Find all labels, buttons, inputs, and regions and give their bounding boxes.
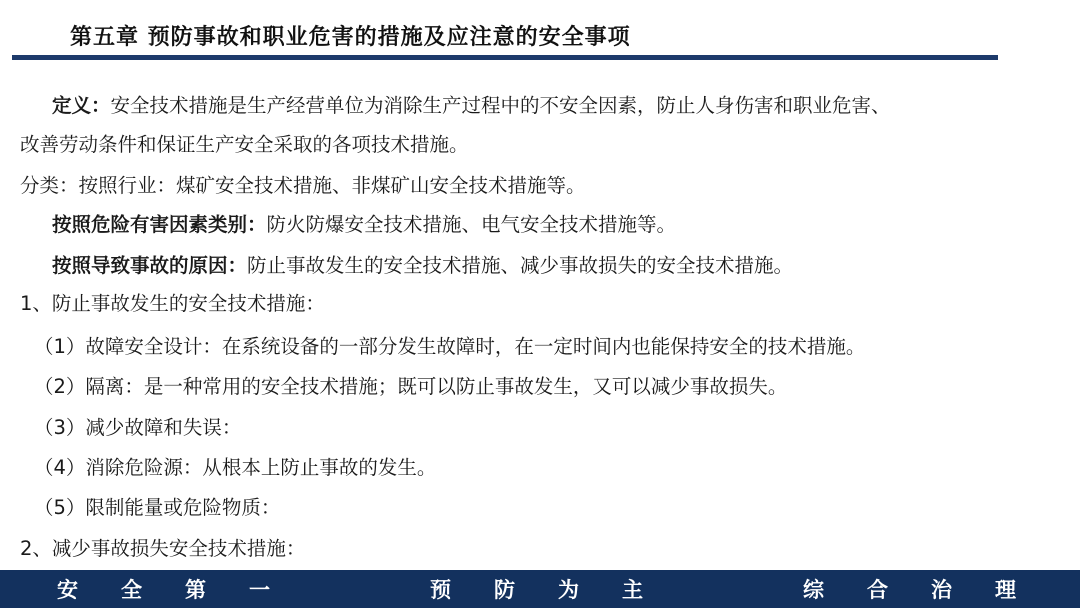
hazard-category-text: 防火防爆安全技术措施、电气安全技术措施等。 (266, 213, 677, 236)
section-1-title: 1、防止事故发生的安全技术措施： (20, 292, 325, 315)
definition-label: 定义： (52, 94, 111, 117)
accident-cause-label: 按照导致事故的原因： (52, 254, 248, 277)
slogan-char: 第 (185, 578, 206, 602)
accident-cause-text: 防止事故发生的安全技术措施、减少事故损失的安全技术措施。 (247, 254, 794, 277)
slogan-char: 合 (867, 578, 888, 602)
definition-line (52, 92, 891, 120)
definition-text: 安全技术措施是生产经营单位为消除生产过程中的不安全因素，防止人身伤害和职业危害、 (110, 94, 891, 117)
section-1-item: （4）消除危险源：从根本上防止事故的发生。 (34, 456, 437, 479)
section-2-title: 2、减少事故损失安全技术措施： (20, 537, 306, 560)
section-1-item: （5）限制能量或危险物质： (34, 496, 281, 519)
chapter-title: 第五章 预防事故和职业危害的措施及应注意的安全事项 (70, 25, 631, 50)
slogan-prevention-first (430, 570, 686, 608)
section-1-item: （2）隔离：是一种常用的安全技术措施；既可以防止事故发生，又可以减少事故损失。 (34, 375, 788, 398)
slogan-char: 安 (57, 578, 78, 602)
slogan-comprehensive-management (803, 570, 1059, 608)
slogan-char: 理 (995, 578, 1016, 602)
slogan-char: 治 (931, 578, 952, 602)
slogan-char: 防 (494, 578, 515, 602)
definition-continuation: 改善劳动条件和保证生产安全采取的各项技术措施。 (20, 133, 469, 156)
hazard-category-label: 按照危险有害因素类别： (52, 213, 267, 236)
slogan-char: 预 (430, 578, 451, 602)
slogan-char: 综 (803, 578, 824, 602)
slogan-footer-bar (0, 570, 1080, 608)
slogan-char: 主 (622, 578, 643, 602)
slogan-char: 为 (558, 578, 579, 602)
accident-cause-line (52, 252, 793, 280)
header-divider (12, 55, 998, 60)
hazard-category-line (52, 211, 676, 239)
slogan-safety-first (57, 570, 313, 608)
slogan-char: 全 (121, 578, 142, 602)
slogan-char: 一 (249, 578, 270, 602)
classification-line: 分类：按照行业：煤矿安全技术措施、非煤矿山安全技术措施等。 (20, 174, 586, 197)
section-1-item: （3）减少故障和失误： (34, 416, 242, 439)
section-1-item: （1）故障安全设计：在系统设备的一部分发生故障时，在一定时间内也能保持安全的技术措施。 (34, 335, 866, 358)
